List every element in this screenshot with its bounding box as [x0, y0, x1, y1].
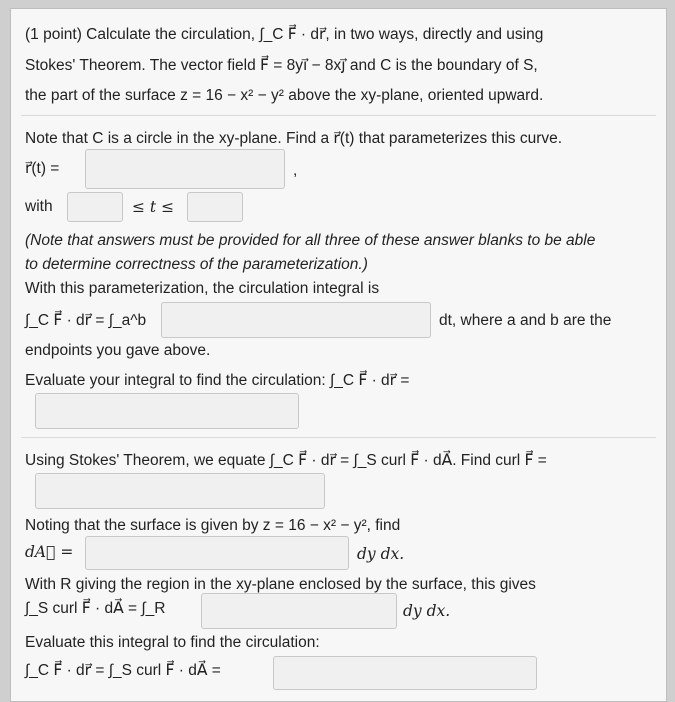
integral-label: ∫_C F⃗ · dr⃗ = ∫_a^b [25, 312, 147, 329]
flux-label: ∫_S curl F⃗ · dA⃗ = ∫_R [25, 600, 166, 617]
curl-input[interactable] [35, 473, 325, 509]
integral-intro: With this parameterization, the circulation integral is [25, 280, 380, 297]
intro-line-2: Stokes' Theorem. The vector field F⃗ = 8yi⃗ − 8xj⃗ and C is the boundary of S, [25, 57, 538, 74]
final-circulation-label: ∫_C F⃗ · dr⃗ = ∫_S curl F⃗ · dA⃗ = [25, 662, 221, 679]
surface-line: Noting that the surface is given by z = 16 − x² − y², find [25, 517, 401, 534]
parameterize-instruction: Note that C is a circle in the xy-plane. Find a r⃗(t) that parameterizes this curve. [25, 130, 563, 147]
r-of-t-comma: , [293, 162, 298, 179]
integral-suffix: dt, where a and b are the [439, 312, 612, 329]
r-of-t-input[interactable] [85, 149, 285, 189]
with-label: with [25, 198, 53, 215]
endpoints-line: endpoints you gave above. [25, 342, 211, 359]
evaluate-direct-label: Evaluate your integral to find the circulation: ∫_C F⃗ · dr⃗ = [25, 372, 410, 389]
circulation-direct-input[interactable] [35, 393, 299, 429]
note-italic-line-2: to determine correctness of the parameterization.) [25, 256, 368, 273]
integrand-input[interactable] [161, 302, 431, 338]
evaluate-stokes-label: Evaluate this integral to find the circulation: [25, 634, 320, 651]
region-line: With R giving the region in the xy-plane enclosed by the surface, this gives [25, 576, 536, 593]
flux-integrand-input[interactable] [201, 593, 397, 629]
intro-line-1: (1 point) Calculate the circulation, ∫_C F⃗ · dr⃗, in two ways, directly and using [25, 26, 544, 43]
dA-suffix: dy dx. [357, 545, 405, 563]
inequality-label: ≤ t ≤ [132, 198, 175, 216]
flux-suffix: dy dx. [403, 602, 451, 620]
divider [21, 437, 656, 438]
stokes-curl-label: Using Stokes' Theorem, we equate ∫_C F⃗ · dr⃗ = ∫_S curl F⃗ · dA⃗. Find curl F⃗ = [25, 452, 547, 469]
note-italic-line-1: (Note that answers must be provided for all three of these answer blanks to be able [25, 232, 596, 249]
problem-card [10, 8, 667, 702]
r-of-t-label: r⃗(t) = [25, 160, 60, 177]
lower-bound-input[interactable] [67, 192, 123, 222]
intro-line-3: the part of the surface z = 16 − x² − y² above the xy-plane, oriented upward. [25, 87, 544, 104]
divider [21, 115, 656, 116]
dA-label: dA⃗ = [25, 543, 74, 561]
dA-input[interactable] [85, 536, 349, 570]
upper-bound-input[interactable] [187, 192, 243, 222]
final-circulation-input[interactable] [273, 656, 537, 690]
